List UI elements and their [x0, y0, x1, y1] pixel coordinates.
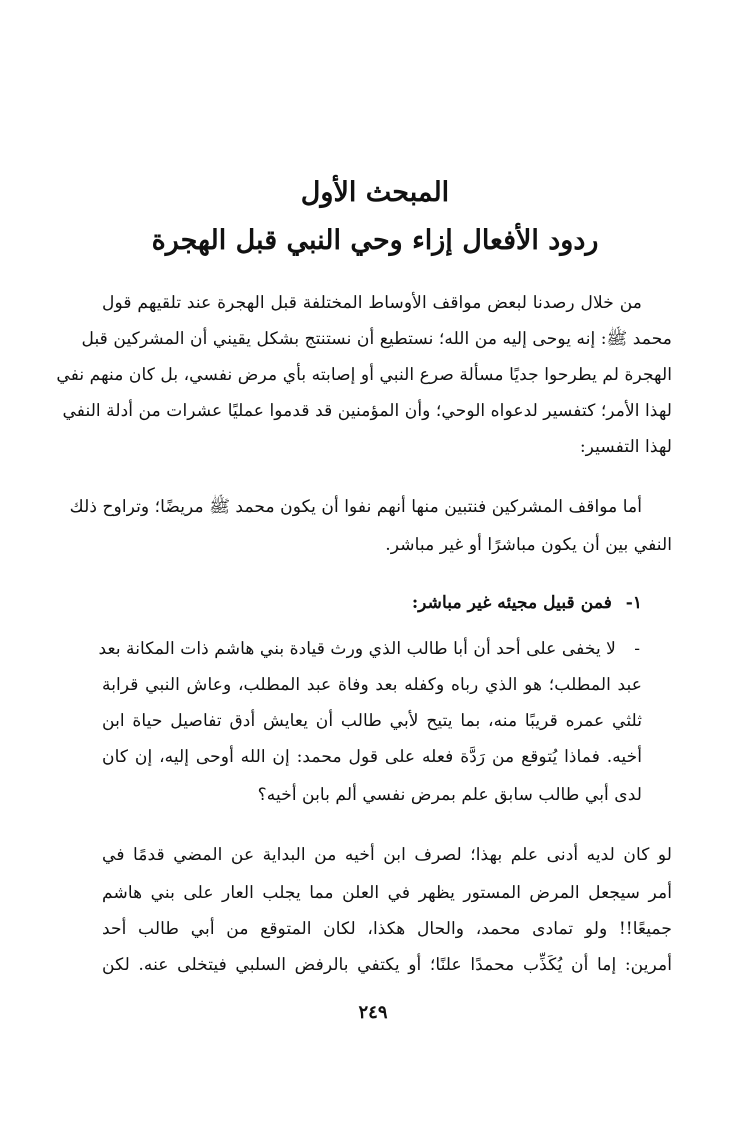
section-subtitle: ردود الأفعال إزاء وحي النبي قبل الهجرة	[151, 225, 599, 256]
bullet-line-5: لدى أبي طالب سابق علم بمرض نفسي ألم بابن أخيه؟	[257, 785, 642, 805]
paragraph-1-line-5: لهذا التفسير:	[579, 437, 672, 457]
paragraph-2-line-1: أما مواقف المشركين فنتبين منها أنهم نفوا أن يكون محمد ﷺ مريضًا؛ وتراوح ذلك	[69, 497, 642, 517]
paragraph-1-line-4: لهذا الأمر؛ كتفسير لدعواه الوحي؛ وأن المؤمنين قد قدموا عمليًا عشرات من أدلة النفي	[62, 401, 672, 421]
bullet-line-1: لا يخفى على أحد أن أبا طالب الذي ورث قيادة بني هاشم ذات المكانة بعد	[98, 639, 616, 659]
section-title: المبحث الأول	[300, 177, 450, 208]
paragraph-1-line-2: محمد ﷺ: إنه يوحى إليه من الله؛ نستطيع أن نستنتج بشكل يقيني أن المشركين قبل	[81, 329, 672, 349]
paragraph-1-line-1: من خلال رصدنا لبعض مواقف الأوساط المختلفة قبل الهجرة عند تلقيهم قول	[102, 293, 642, 313]
paragraph-1-line-3: الهجرة لم يطرحوا جديًا مسألة صرع النبي أو إصابته بأي مرض نفسي، بل كان منهم نفي	[56, 365, 672, 385]
page-number: ٢٤٩	[358, 1002, 388, 1023]
item-number: ١-	[625, 593, 642, 613]
paragraph-3-line-4: أمرين: إما أن يُكَذِّب محمدًا علنًا؛ أو يكتفي بالرفض السلبي فيتخلى عنه. لكن	[102, 955, 672, 975]
paragraph-3-line-3: جميعًا!! ولو تمادى محمد، والحال هكذا، لكان المتوقع من أبي طالب أحد	[102, 919, 672, 939]
item-title: فمن قبيل مجيئه غير مباشر:	[411, 593, 612, 613]
bullet-line-2: عبد المطلب؛ هو الذي رباه وكفله بعد وفاة عبد المطلب، وعاش النبي قرابة	[102, 675, 642, 695]
paragraph-3-line-1: لو كان لديه أدنى علم بهذا؛ لصرف ابن أخيه من البداية عن المضي قدمًا في	[102, 845, 672, 865]
paragraph-3-line-2: أمر سيجعل المرض المستور يظهر في العلن مما يجلب العار على بني هاشم	[102, 883, 672, 903]
bullet-marker: -	[634, 639, 640, 659]
paragraph-2-line-2: النفي بين أن يكون مباشرًا أو غير مباشر.	[385, 535, 672, 555]
bullet-line-4: أخيه. فماذا يُتوقع من رَدَّة فعله على قول محمد: إن الله أوحى إليه، إن كان	[102, 747, 642, 767]
bullet-line-3: ثلثي عمره قريبًا منه، بما يتيح لأبي طالب أن يعايش أدق تفاصيل حياة ابن	[102, 711, 642, 731]
